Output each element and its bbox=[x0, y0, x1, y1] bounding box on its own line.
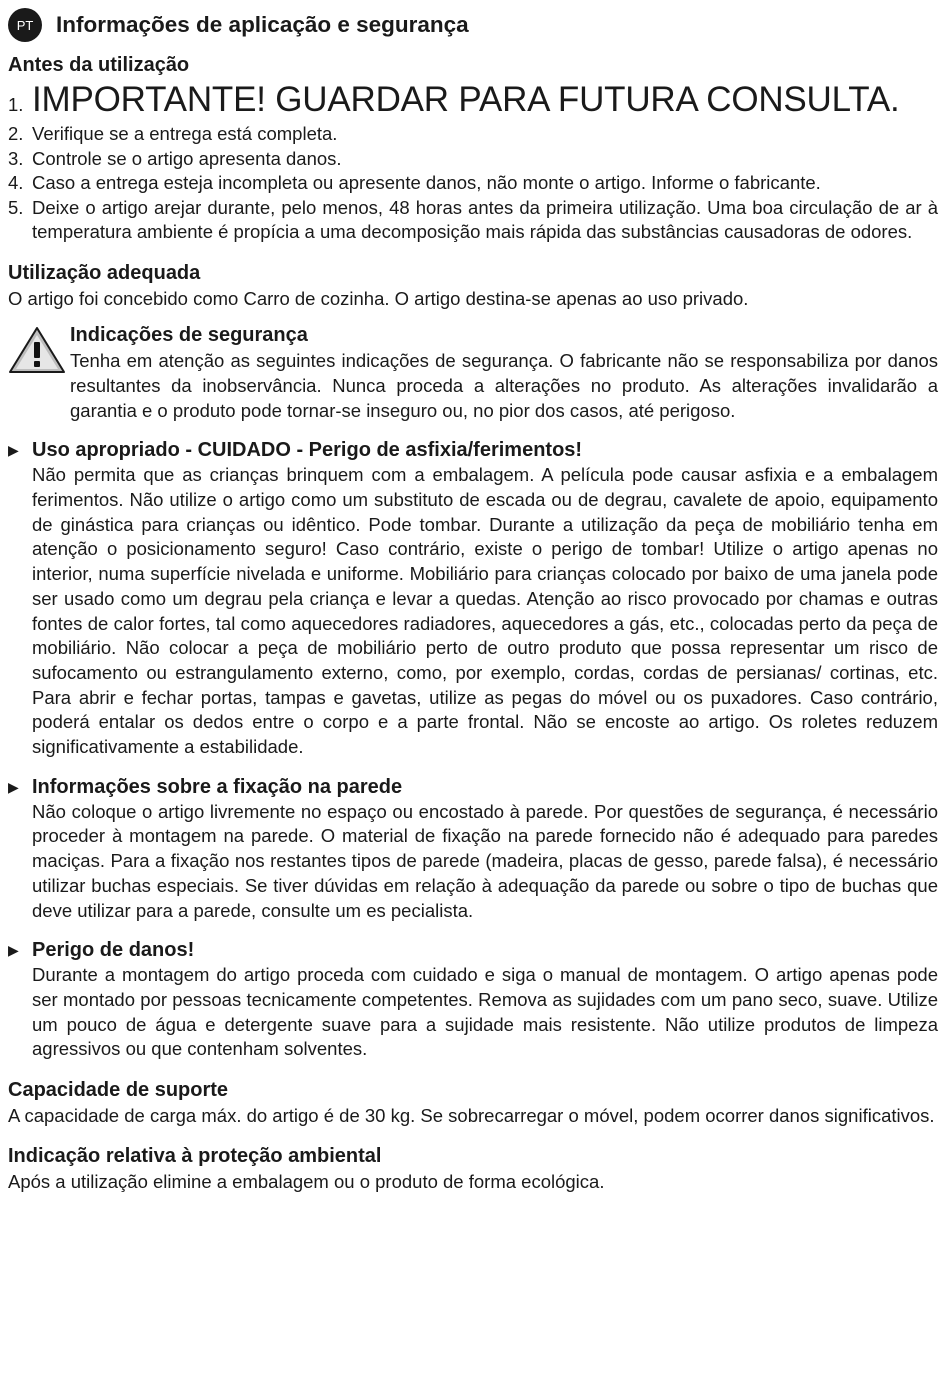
section-proper-use bbox=[8, 260, 938, 312]
load-capacity-text: A capacidade de carga máx. do artigo é de 30 kg. Se sobrecarregar o móvel, podem ocorrer danos significativos. bbox=[8, 1105, 935, 1127]
list-item bbox=[8, 122, 938, 147]
list-item-text: IMPORTANTE! GUARDAR PARA FUTURA CONSULTA. bbox=[32, 80, 900, 119]
list-item-number: 2. bbox=[8, 123, 24, 144]
section-safety bbox=[8, 322, 938, 423]
environment-text: Após a utilização elimine a embalagem ou o produto de forma ecológica. bbox=[8, 1170, 605, 1192]
section-damage-danger bbox=[8, 937, 938, 1062]
document-page bbox=[8, 8, 938, 1194]
safety-body bbox=[70, 322, 938, 423]
section-title-row bbox=[8, 937, 938, 963]
triangle-right-icon: ▶ bbox=[8, 942, 19, 959]
proper-use-text: O artigo foi concebido como Carro de cozinha. O artigo destina-se apenas ao uso privado. bbox=[8, 287, 749, 309]
appropriate-use-text: Não permita que as crianças brinquem com a embalagem. A película pode causar asfixia e a embalagem ferimentos. Não utilize o artigo como um substituto de escada ou de degrau, cavalete de apoio, equipamento de ginástica para crianças ou idêntico. Pode tombar. Durante a utilização da peça de mobiliário tenha em atenção o posicionamento seguro! Caso contrário, existe o perigo de tombar! Utilize o artigo apenas no interior, numa superfície nivelada e uniforme. Mobiliário para crianças colocado por baixo de uma janela pode ser usado como um degrau pela criança e levar a quedas. Atenção ao risco provocado por chamas e outras fontes de calor fortes, tal como aquecedores radiadores, aquecedores a gás, etc., colocadas perto da peça de mobiliário. Não colocar a peça de mobiliário perto de outro produto que possa representar um risco de sufocamento ou estrangulamento externo, como, por exemplo, cordas, cordas de persianas/ cortinas, etc. Para abrir e fechar portas, tampas e gavetas, utilize as pegas do móvel ou os puxadores. Caso contrário, poderá entalar os dedos entre o corpo e a parte frontal. Não se encoste ao artigo. Os roletes reduzem significativamente a estabilidade. bbox=[32, 464, 938, 758]
section-title-row bbox=[8, 774, 938, 800]
before-use-list bbox=[8, 80, 938, 245]
wall-mounting-text: Não coloque o artigo livremente no espaço ou encostado à parede. Por questões de segurança, é necessário proceder à montagem na parede. O material de fixação na parede fornecido não é adequado para paredes maciças. Para a fixação nos restantes tipos de parede (madeira, placas de gesso, parede falsa), é necessário utilizar buchas especiais. Se tiver dúvidas em relação à adequação da parede ou sobre o tipo de buchas que deve utilizar para a parede, consulte um es pecialista. bbox=[32, 800, 938, 921]
list-item-text: Controle se o artigo apresenta danos. bbox=[32, 147, 342, 169]
section-appropriate-use bbox=[8, 437, 938, 759]
section-heading-proper-use: Utilização adequada bbox=[8, 261, 201, 284]
section-environment bbox=[8, 1143, 938, 1195]
list-item-number: 5. bbox=[8, 196, 24, 218]
section-heading-damage-danger: Perigo de danos! bbox=[32, 939, 195, 962]
list-item-text: Caso a entrega esteja incompleta ou apresente danos, não monte o artigo. Informe o fabricante. bbox=[32, 172, 821, 193]
section-heading-wall-mounting: Informações sobre a fixação na parede bbox=[32, 775, 403, 798]
list-item bbox=[8, 171, 938, 196]
damage-danger-text: Durante a montagem do artigo proceda com cuidado e siga o manual de montagem. O artigo apenas pode ser montado por pessoas tecnicamente competentes. Remova as sujidades com um pano seco, suave. Utilize um pouco de água e detergente suave para a sujidade mais resistente. Não utilize produtos de limpeza agressivos ou que contenham solventes. bbox=[32, 964, 938, 1060]
list-item-number: 4. bbox=[8, 172, 24, 193]
list-item-text: Verifique se a entrega está completa. bbox=[32, 123, 338, 144]
section-wall-mounting bbox=[8, 774, 938, 924]
document-header bbox=[8, 8, 938, 42]
section-before-use bbox=[8, 52, 938, 245]
section-heading-environment: Indicação relativa à proteção ambiental bbox=[8, 1144, 382, 1167]
section-heading-appropriate-use: Uso apropriado - CUIDADO - Perigo de asfixia/ferimentos! bbox=[32, 439, 583, 462]
language-badge: PT bbox=[8, 8, 42, 42]
triangle-right-icon: ▶ bbox=[8, 442, 19, 459]
section-load-capacity bbox=[8, 1077, 938, 1129]
list-item bbox=[8, 147, 938, 172]
list-item-number: 1. bbox=[8, 94, 24, 115]
section-heading-safety: Indicações de segurança bbox=[70, 324, 308, 347]
safety-text: Tenha em atenção as seguintes indicações de segurança. O fabricante não se responsabiliza por danos resultantes da inobservância. Nunca proceda a alterações no produto. As alterações invalidarão a garantia e o produto pode tornar-se inseguro ou, no pior dos casos, até perigoso. bbox=[70, 350, 938, 421]
list-item-text: Deixe o artigo arejar durante, pelo menos, 48 horas antes da primeira utilização. Uma boa circulação de ar à temperatura ambiente é propícia a uma decomposição mais rápida das substâncias causadoras de odores. bbox=[32, 196, 938, 242]
list-item bbox=[8, 196, 938, 245]
warning-triangle-icon bbox=[8, 326, 66, 374]
section-title-row bbox=[8, 437, 938, 463]
triangle-right-icon: ▶ bbox=[8, 778, 19, 795]
list-item bbox=[8, 80, 938, 120]
section-heading-load-capacity: Capacidade de suporte bbox=[8, 1079, 229, 1102]
list-item-number: 3. bbox=[8, 147, 24, 169]
page-title: Informações de aplicação e segurança bbox=[56, 12, 469, 37]
section-heading-before-use: Antes da utilização bbox=[8, 54, 190, 76]
